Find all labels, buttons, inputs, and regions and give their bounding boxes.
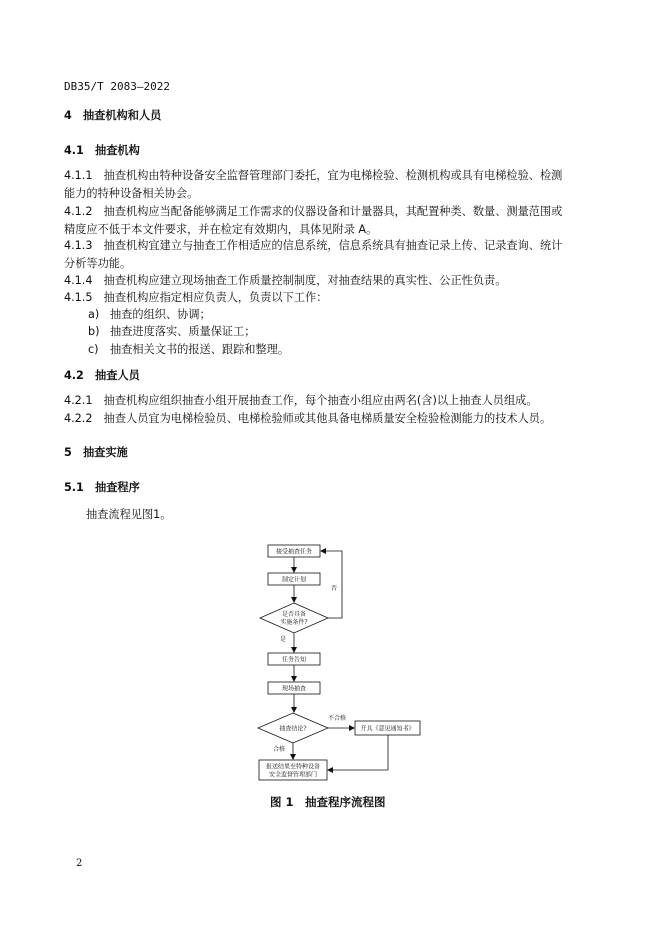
fail-label: 不合格 <box>328 715 347 722</box>
receive-task-label: 接受抽查任务 <box>275 548 313 556</box>
clause-4-1-2-line1: 4.1.2 抽查机构应当配备能够满足工作需求的仪器设备和计量器具，其配置种类、数量、测量范围或 <box>64 205 563 218</box>
clause-4-1-1-line1: 4.1.1 抽查机构由特种设备安全监督管理部门委托，宜为电梯检验、检测机构或具有电梯检验、检测 <box>64 169 563 182</box>
clause-4-1-4: 4.1.4 抽查机构应建立现场抽查工作质量控制制度，对抽查结果的真实性、公正性负责。 <box>64 274 507 287</box>
clause-4-1-5: 4.1.5 抽查机构应指定相应负责人，负责以下工作： <box>64 291 328 304</box>
onsite-label: 现场抽查 <box>281 685 307 693</box>
list-item-a-mark: a) <box>88 308 100 321</box>
list-item-c-mark: c) <box>88 343 99 356</box>
conclusion-question-label: 抽查结论? <box>279 725 307 733</box>
ready-question-line1: 是否具备 <box>281 611 307 618</box>
list-item-b-text: 抽查进度落实、质量保证工； <box>110 325 256 338</box>
report-label-line2: 安全监督管理部门 <box>268 771 318 779</box>
clause-4-1-3-line2: 分析等功能。 <box>64 257 132 270</box>
issue-notice-label: 开具《意见通知书》 <box>360 725 415 733</box>
figure-caption: 图 1 抽查程序流程图 <box>270 795 386 809</box>
section-4-title: 4 抽查机构和人员 <box>64 109 162 122</box>
ready-question-line2: 实施条件? <box>280 619 308 626</box>
report-label-line1: 报送结果至特种设备 <box>265 763 321 771</box>
page-number: 2 <box>76 858 83 869</box>
pass-label: 合格 <box>273 746 286 753</box>
list-item-c-text: 抽查相关文书的报送、跟踪和整理。 <box>110 343 290 356</box>
section-4-2-title: 4.2 抽查人员 <box>64 369 140 382</box>
clause-4-2-1: 4.2.1 抽查机构应组织抽查小组开展抽查工作，每个抽查小组应由两名(含)以上抽查人员组成。 <box>64 394 538 407</box>
clause-4-2-2: 4.2.2 抽查人员宜为电梯检验员、电梯检验师或其他具备电梯质量安全检验检测能力的技术人员。 <box>64 412 552 425</box>
notify-label: 任务告知 <box>281 656 307 664</box>
section-5-title: 5 抽查实施 <box>64 446 128 459</box>
list-item-a-text: 抽查的组织、协调； <box>110 308 211 321</box>
list-item-b-mark: b) <box>88 325 100 338</box>
ready-decision-diamond <box>260 603 328 633</box>
yes-label: 是 <box>280 636 287 643</box>
flow-intro-text: 抽查流程见图1。 <box>86 508 172 521</box>
arrow-notice-to-report <box>328 735 388 770</box>
clause-4-1-1-line2: 能力的特种设备相关协会。 <box>64 187 199 200</box>
clause-4-1-2-line2: 精度应不低于本文件要求，并在检定有效期内，具体见附录 A。 <box>64 223 378 236</box>
section-5-1-title: 5.1 抽查程序 <box>64 481 140 494</box>
clause-4-1-3-line1: 4.1.3 抽查机构宜建立与抽查工作相适应的信息系统，信息系统具有抽查记录上传、记录查询、统计 <box>64 239 563 252</box>
make-plan-label: 制定计划 <box>281 576 307 584</box>
section-4-1-title: 4.1 抽查机构 <box>64 144 140 157</box>
standard-number: DB35/T 2083—2022 <box>64 80 170 93</box>
no-label: 否 <box>331 585 338 592</box>
